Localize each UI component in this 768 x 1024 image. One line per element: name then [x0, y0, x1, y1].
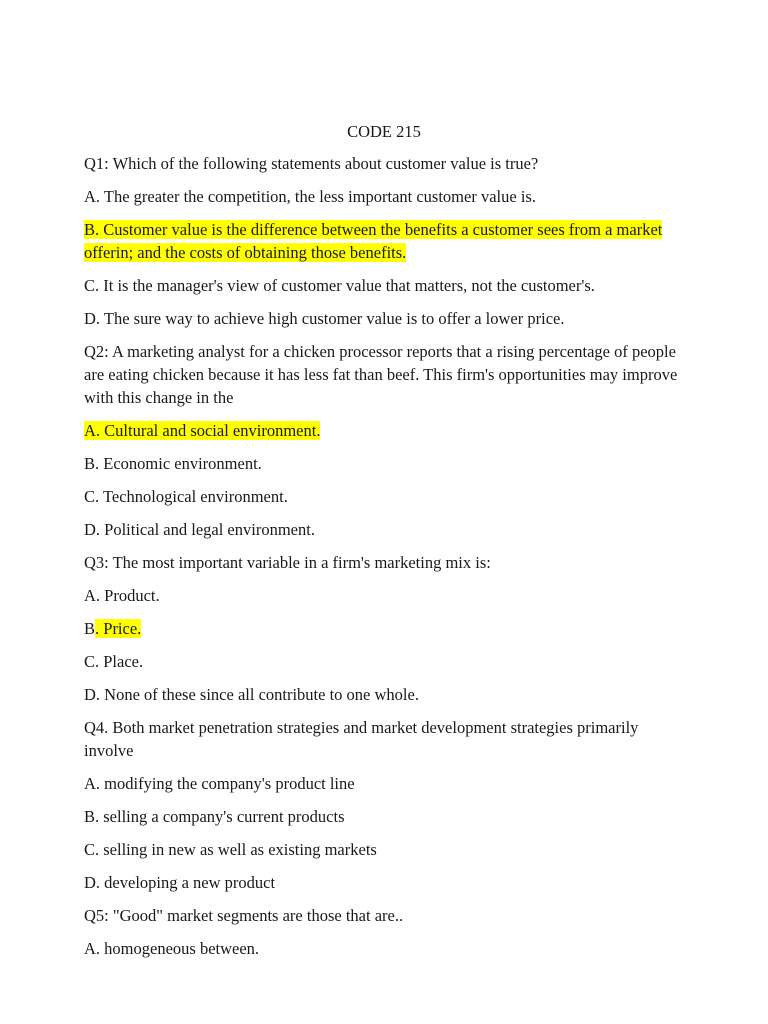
document-title: CODE 215	[347, 122, 421, 141]
question-3-option-b	[84, 617, 684, 640]
question-1-prompt: Q1: Which of the following statements about customer value is true?	[84, 154, 539, 173]
question-4-option-d: D. developing a new product	[84, 873, 276, 892]
question-2-option-a	[84, 419, 684, 442]
question-4-prompt: Q4. Both market penetration strategies and market development strategies primarily involve	[84, 718, 639, 760]
question-2-option-c: C. Technological environment.	[84, 487, 288, 506]
question-1-option-d: D. The sure way to achieve high customer value is to offer a lower price.	[84, 309, 565, 328]
question-1-option-a: A. The greater the competition, the less important customer value is.	[84, 187, 536, 206]
question-4-option-c: C. selling in new as well as existing markets	[84, 840, 377, 859]
question-5-option-a: A. homogeneous between.	[84, 939, 260, 958]
question-3-option-d: D. None of these since all contribute to one whole.	[84, 685, 419, 704]
highlighted-answer: B. Customer value is the difference between the benefits a customer sees from a market offerin; and the costs of obtaining those benefits.	[84, 220, 663, 262]
question-1-option-b	[84, 218, 684, 264]
question-4-option-b: B. selling a company's current products	[84, 807, 345, 826]
question-2-option-d: D. Political and legal environment.	[84, 520, 315, 539]
highlighted-answer: A. Cultural and social environment.	[84, 421, 321, 440]
question-4-option-a: A. modifying the company's product line	[84, 774, 355, 793]
question-3-option-c: C. Place.	[84, 652, 144, 671]
question-2-prompt: Q2: A marketing analyst for a chicken processor reports that a rising percentage of people are eating chicken because it has less fat than beef. This firm's opportunities may improve with this change in the	[84, 342, 678, 407]
question-3-option-a: A. Product.	[84, 586, 160, 605]
highlighted-answer: . Price.	[95, 619, 142, 638]
questions-list	[84, 152, 684, 970]
question-3-prompt: Q3: The most important variable in a firm's marketing mix is:	[84, 553, 491, 572]
question-5-prompt: Q5: "Good" market segments are those that are..	[84, 906, 404, 925]
option-letter: B	[84, 619, 96, 638]
question-2-option-b: B. Economic environment.	[84, 454, 262, 473]
question-1-option-c: C. It is the manager's view of customer value that matters, not the customer's.	[84, 276, 595, 295]
